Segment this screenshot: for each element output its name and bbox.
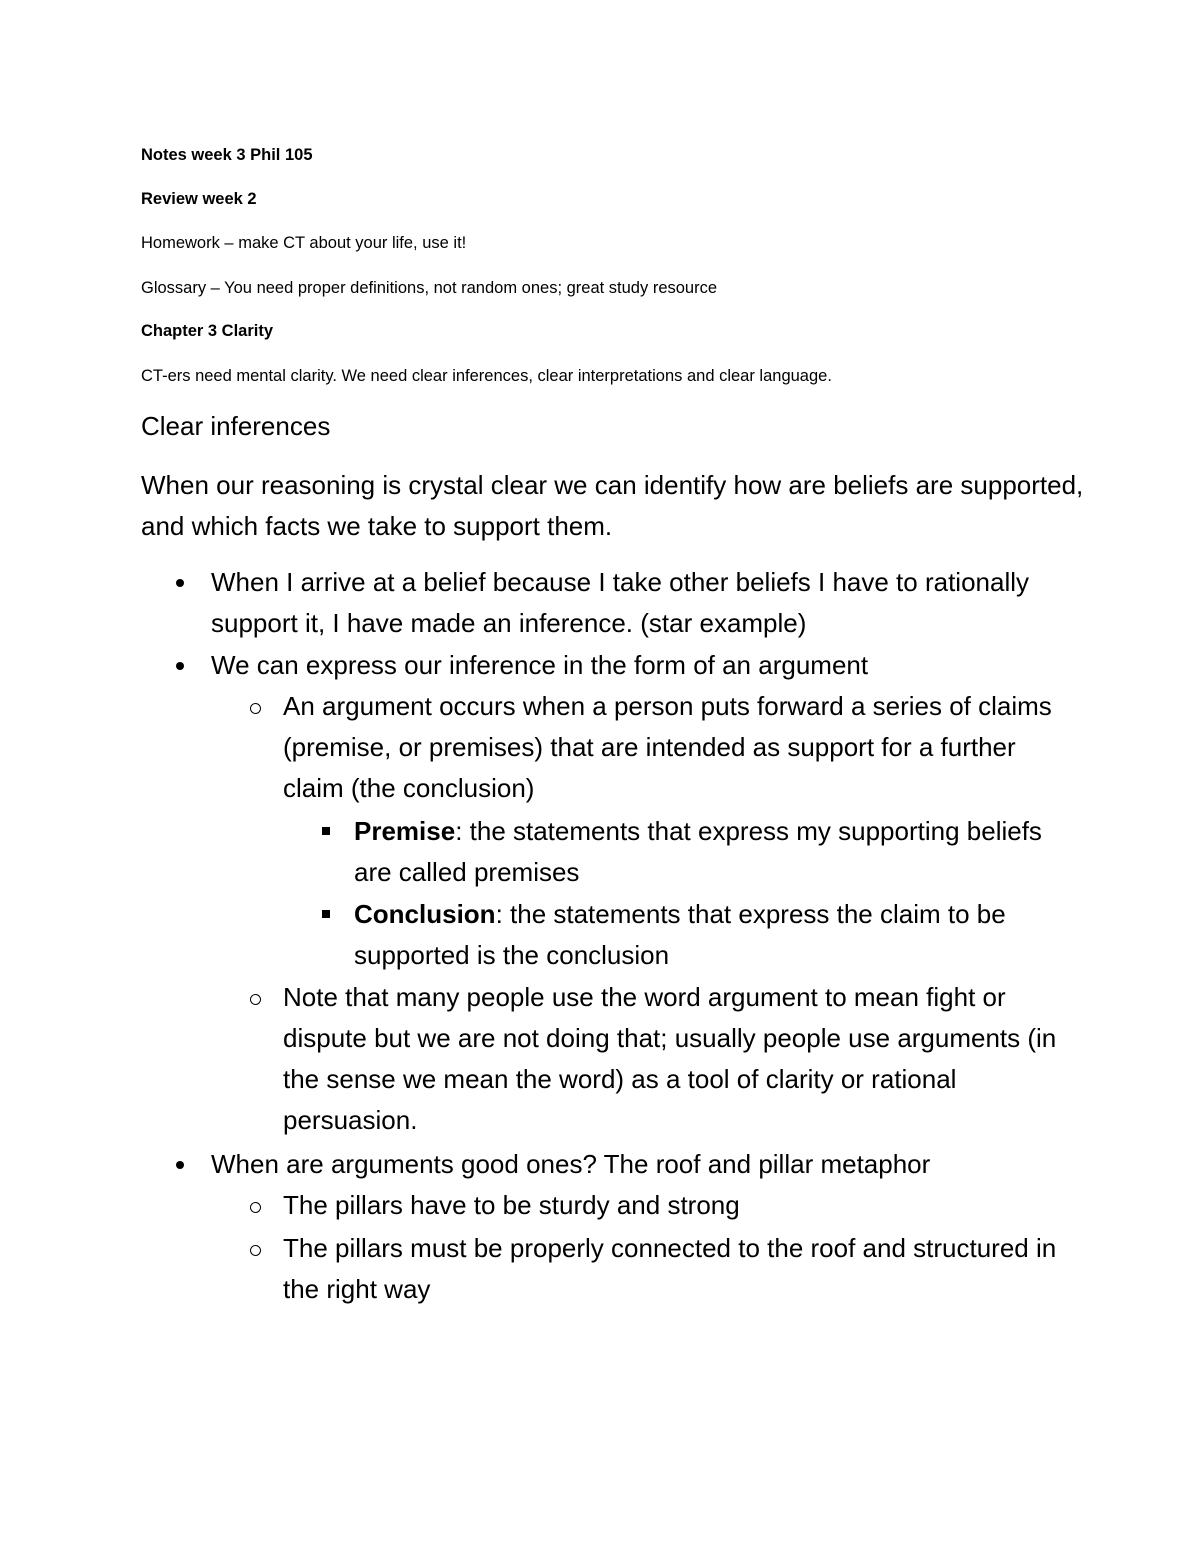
bullet-dot-icon: [176, 579, 184, 587]
section-intro: When our reasoning is crystal clear we can identify how are beliefs are supported, and which facts we take to support them.: [141, 470, 1084, 541]
premise-definition: : the statements that express my supporting beliefs are called premises: [354, 816, 1042, 887]
premise-term: Premise: [354, 816, 456, 846]
bullet-dot-icon: [176, 1161, 184, 1169]
bullet-square-icon: [322, 827, 330, 835]
section-heading: Clear inferences: [141, 411, 331, 441]
glossary-line: Glossary – You need proper definitions, not random ones; great study resource: [141, 279, 718, 297]
bullet-dot-icon: [176, 662, 184, 670]
bullet-circle-icon: [250, 994, 261, 1005]
conclusion-definition: : the statements that express the claim to be supported is the conclusion: [354, 899, 1006, 970]
homework-line: Homework – make CT about your life, use it!: [141, 234, 467, 252]
list-item: An argument occurs when a person puts forward a series of claims (premise, or premises) that are intended as support for a further claim (the conclusion): [283, 691, 1052, 803]
list-item: Note that many people use the word argument to mean fight or dispute but we are not doing that; usually people use arguments (in the sense we mean the word) as a tool of clarity or rational persuasion.: [283, 982, 1057, 1135]
list-item: When are arguments good ones? The roof and pillar metaphor: [211, 1149, 931, 1179]
clarity-intro: CT-ers need mental clarity. We need clear inferences, clear interpretations and clear language.: [141, 367, 832, 385]
conclusion-term: Conclusion: [354, 899, 496, 929]
list-item: The pillars have to be sturdy and strong: [283, 1190, 740, 1220]
list-item-conclusion: [354, 894, 1074, 976]
bullet-square-icon: [322, 910, 330, 918]
bullet-circle-icon: [250, 1245, 261, 1256]
bullet-circle-icon: [250, 703, 261, 714]
list-item-premise: [354, 811, 1074, 893]
list-item: The pillars must be properly connected to the roof and structured in the right way: [283, 1233, 1057, 1304]
chapter-heading: Chapter 3 Clarity: [141, 322, 274, 340]
notes-title: Notes week 3 Phil 105: [141, 146, 313, 164]
list-item: We can express our inference in the form of an argument: [211, 650, 869, 680]
list-item: When I arrive at a belief because I take other beliefs I have to rationally support it, I have made an inference. (star example): [211, 567, 1030, 638]
review-heading: Review week 2: [141, 190, 257, 208]
bullet-circle-icon: [250, 1202, 261, 1213]
